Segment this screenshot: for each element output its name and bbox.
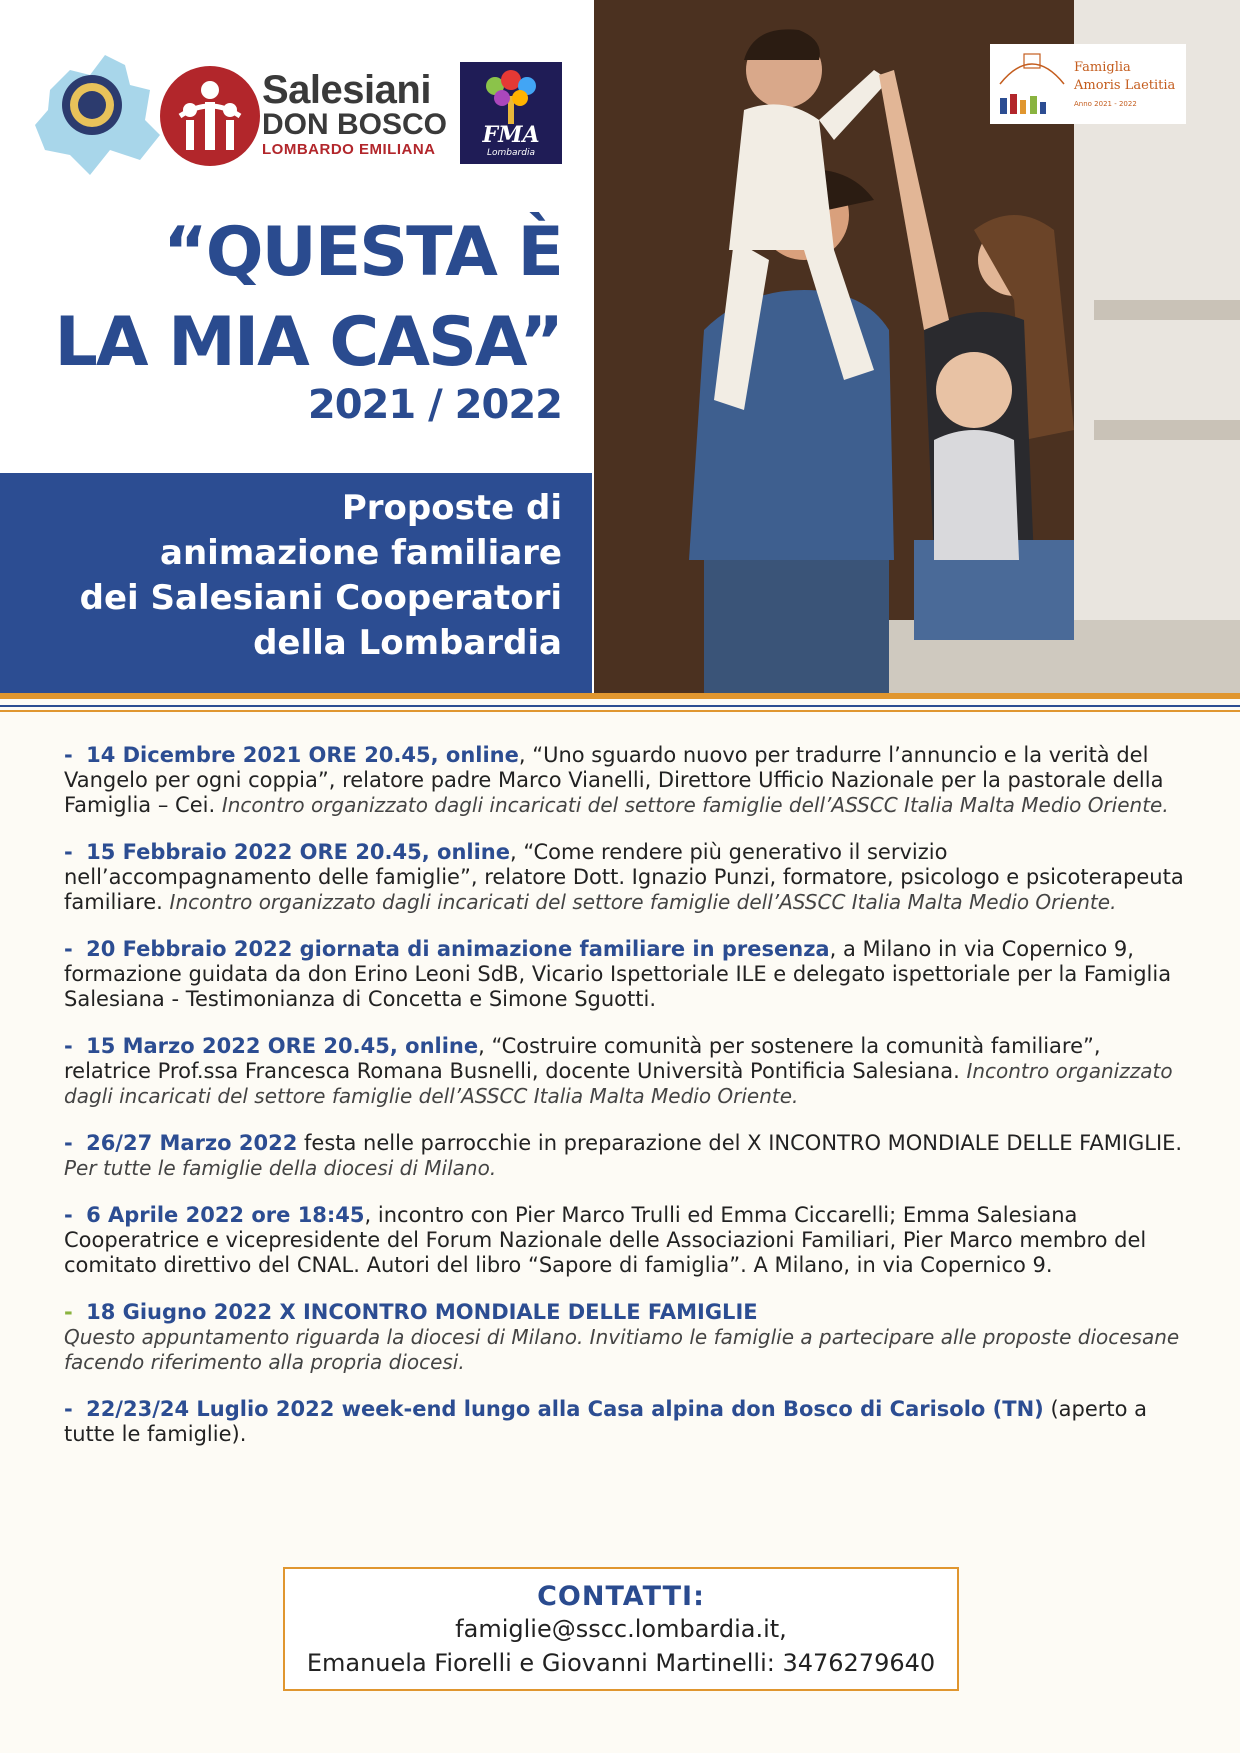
event-heading: 26/27 Marzo 2022 [86, 1131, 298, 1155]
tree-icon [460, 66, 562, 126]
event-item [64, 743, 1184, 818]
event-item [64, 1397, 1184, 1447]
fma-logo-sub: Lombardia [487, 148, 535, 158]
sdb-logo-line1: Salesiani [262, 68, 431, 112]
event-body: festa nelle parrocchie in preparazione del X INCONTRO MONDIALE DELLE FAMIGLIE. [297, 1131, 1183, 1155]
event-item [64, 1131, 1184, 1181]
event-item [64, 840, 1184, 915]
event-item [64, 1300, 1184, 1375]
event-heading: 14 Dicembre 2021 ORE 20.45, online [86, 743, 519, 767]
subtitle-line: animazione familiare [160, 533, 562, 573]
event-heading: 6 Aprile 2022 ore 18:45 [86, 1203, 365, 1227]
amoris-logo-line2: Amoris Laetitia [1074, 78, 1176, 93]
bullet-dash: - [64, 937, 73, 961]
fma-logo [460, 62, 562, 164]
event-note: Incontro organizzato dagli incaricati del settore famiglie dell’ASSCC Italia Malta Medio Oriente. [64, 1059, 1173, 1108]
page-title [2, 208, 562, 388]
contacts-box [283, 1567, 959, 1691]
event-heading: 18 Giugno 2022 X INCONTRO MONDIALE DELLE FAMIGLIE [86, 1300, 758, 1324]
sdb-logo-icon [160, 66, 260, 166]
event-body: , “Uno sguardo nuovo per tradurre l’annuncio e la verità del Vangelo per ogni coppia”, relatore padre Marco Vianelli, Direttore Ufficio Nazionale per la pastorale della Famiglia – Cei. [64, 743, 1164, 817]
event-note: Incontro organizzato dagli incaricati del settore famiglie dell’ASSCC Italia Malta Medio Oriente. [169, 890, 1117, 914]
event-body: , incontro con Pier Marco Trulli ed Emma Ciccarelli; Emma Salesiana Cooperatrice e vicepresidente del Forum Nazionale delle Associazioni Familiari, Pier Marco membro del comitato direttivo del CNAL. Autori del libro “Sapore di famiglia”. A Milano, in via Copernico 9. [64, 1203, 1147, 1277]
event-note: Incontro organizzato dagli incaricati del settore famiglie dell’ASSCC Italia Malta Medio Oriente. [221, 793, 1169, 817]
event-body: (aperto a tutte le famiglie). [64, 1397, 1148, 1446]
sdb-logo-line3: LOMBARDO EMILIANA [262, 141, 436, 158]
event-body: , “Come rendere più generativo il servizio nell’accompagnamento delle famiglie”, relatore Dott. Ignazio Punzi, formatore, psicologo e psicoterapeuta familiare. [64, 840, 1184, 914]
event-note: Per tutte le famiglie della diocesi di Milano. [64, 1156, 497, 1180]
bullet-dash: - [64, 743, 73, 767]
bullet-dash: - [64, 1203, 73, 1227]
amoris-logo-line1: Famiglia [1074, 60, 1131, 75]
subtitle-line: della Lombardia [253, 623, 562, 663]
year-label: 2021 / 2022 [307, 382, 562, 428]
event-body: , “Costruire comunità per sostenere la comunità familiare”, relatrice Prof.ssa Francesca Romana Busnelli, docente Università Pontificia Salesiana. [64, 1034, 1101, 1083]
logo-bar [30, 48, 570, 178]
event-heading: 15 Marzo 2022 ORE 20.45, online [86, 1034, 479, 1058]
amoris-logo-line3: Anno 2021 - 2022 [1074, 100, 1137, 108]
title-line1: “QUESTA È [163, 213, 562, 292]
bullet-dash: - [64, 1397, 73, 1421]
event-heading: 15 Febbraio 2022 ORE 20.45, online [86, 840, 510, 864]
event-note: Questo appuntamento riguarda la diocesi di Milano. Invitiamo le famiglie a partecipare alle proposte diocesane facendo riferimento alla propria diocesi. [64, 1325, 1180, 1374]
bullet-dash: - [64, 1300, 73, 1324]
fma-logo-text: FMA [482, 122, 540, 148]
event-heading: 20 Febbraio 2022 giornata di animazione familiare in presenza [86, 937, 830, 961]
contacts-title: CONTATTI: [537, 1581, 705, 1612]
bullet-dash: - [64, 1131, 73, 1155]
events-list [64, 743, 1184, 1469]
event-item [64, 937, 1184, 1012]
family-figures-icon [990, 44, 1074, 124]
bullet-dash: - [64, 840, 73, 864]
amoris-laetitia-logo [990, 44, 1186, 124]
sdb-logo-line2: DON BOSCO [262, 108, 448, 141]
divider-blue [0, 705, 1240, 707]
bullet-dash: - [64, 1034, 73, 1058]
event-item [64, 1034, 1184, 1109]
subtitle-line: dei Salesiani Cooperatori [79, 578, 562, 618]
contacts-email[interactable]: famiglie@sscc.lombardia.it, [455, 1615, 787, 1643]
title-line2: LA MIA CASA” [54, 303, 562, 382]
header [0, 0, 1240, 693]
subtitle [2, 486, 562, 666]
subtitle-line: Proposte di [341, 488, 562, 528]
sdb-logo-text [262, 70, 447, 160]
contacts-people: Emanuela Fiorelli e Giovanni Martinelli: 3476279640 [306, 1649, 936, 1677]
divider-orange [0, 693, 1240, 699]
header-left-panel [0, 0, 592, 693]
event-item [64, 1203, 1184, 1278]
event-heading: 22/23/24 Luglio 2022 week-end lungo alla Casa alpina don Bosco di Carisolo (TN) [86, 1397, 1044, 1421]
divider-orange-thin [0, 710, 1240, 712]
lombardia-region-map-icon [30, 50, 170, 180]
event-body: , a Milano in via Copernico 9, formazione guidata da don Erino Leoni SdB, Vicario Ispettoriale ILE e delegato ispettoriale per la Famiglia Salesiana - Testimonianza di Concetta e Simone Sguotti. [64, 937, 1172, 1011]
